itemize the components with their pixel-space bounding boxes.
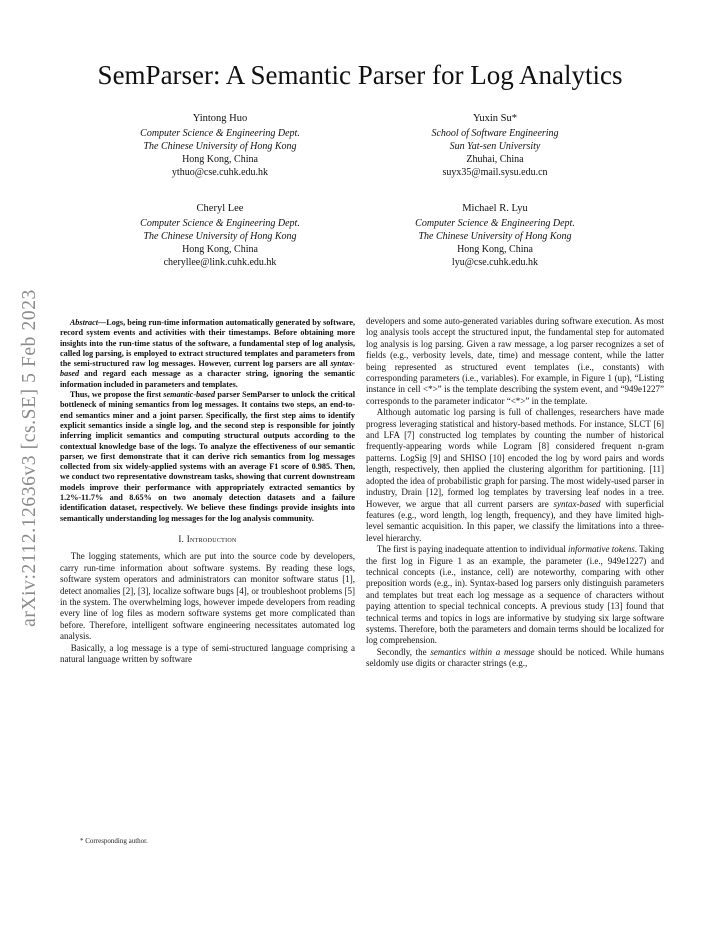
author-block <box>385 202 605 269</box>
author-department: School of Software Engineering <box>431 128 559 139</box>
body-paragraph <box>366 407 664 544</box>
body-text: with superficial features (e.g., word length, log length, frequency), and they have limited high-level semantic acquisition. In this paper, we classify the limitations into a three-level hierarchy. <box>366 498 664 543</box>
author-institution: The Chinese University of Hong Kong <box>143 141 297 152</box>
body-emphasis: syntax-based <box>553 498 601 509</box>
abstract-emphasis: syntax-based <box>60 359 355 379</box>
body-paragraph: The logging statements, which are put into the source code by developers, carry run-time information about software systems. By reading these logs, software system operators and administrators can monitor software status [1], detect anomalies [2], [3], localize software bugs [4], or troubleshoot problems [5] in the system. The overwhelming logs, however impede developers from reading every line of log files as modern software systems get more complicated than before. Therefore, intelligent software engineering necessitates automated log analysis. <box>60 551 355 642</box>
author-location: Hong Kong, China <box>457 244 533 255</box>
author-location: Zhuhai, China <box>466 154 524 165</box>
author-department: Computer Science & Engineering Dept. <box>140 128 300 139</box>
author-location: Hong Kong, China <box>182 244 258 255</box>
abstract-emphasis: semantic-based <box>163 390 216 400</box>
section-heading <box>60 534 355 545</box>
arxiv-identifier[interactable]: arXiv:2112.12636v3 [cs.SE] 5 Feb 2023 <box>19 289 40 627</box>
body-paragraph: Basically, a log message is a type of semi-structured language comprising a natural language written by software <box>60 642 355 664</box>
author-block <box>385 112 605 179</box>
abstract-text: and regard each message as a character string, ignoring the semantic information included in parameters and templates. <box>60 369 355 389</box>
author-institution: The Chinese University of Hong Kong <box>143 231 297 242</box>
left-column <box>60 318 355 665</box>
author-email[interactable]: lyu@cse.cuhk.edu.hk <box>451 257 539 268</box>
author-department: Computer Science & Engineering Dept. <box>140 218 300 229</box>
author-name: Yintong Huo <box>192 113 248 124</box>
body-text: . Taking the first log in Figure 1 as an example, the parameter (i.e., 949e1227) and technical concepts (i.e., instance, cell) are noteworthy, comparing with other preposition words (e.g., in). Syntax-based log parsers only distinguish parameters and templates but treat each log message as a sequence of characters without paying attention to special technical concepts. A previous study [13] found that technical terms and topics in logs are informative by studying six large software systems. Therefore, both the parameters and domain terms should be localized for log comprehension. <box>366 544 664 646</box>
author-name: Cheryl Lee <box>196 203 244 214</box>
author-email[interactable]: suyx35@mail.sysu.edu.cn <box>442 167 548 178</box>
author-name: Michael R. Lyu <box>462 203 528 214</box>
paper-title: SemParser: A Semantic Parser for Log Analytics <box>97 60 623 90</box>
abstract-paragraph <box>60 390 355 524</box>
body-text: Secondly, the <box>376 646 431 657</box>
body-emphasis: semantics within a message <box>430 646 535 657</box>
abstract-paragraph <box>60 318 355 390</box>
body-paragraph <box>366 544 664 647</box>
section-title: Introduction <box>186 533 237 544</box>
body-paragraph: developers and some auto-generated variables during software execution. As most log analysis tools accept the structured input, the fundamental step for automated log analysis is log parsing. Given a raw message, a log parser recognizes a set of fields (e.g., verbosity levels, date, time) and message content, while the latter being represented as structured event templates (i.e., constants) with corresponding parameters (i.e., variables). For example, in Figure 1 (up), “Listing instance in cell <*>” is the template describing the system event, and “949e1227” corresponds to the parameter indicator “<*>” in the template. <box>366 316 664 406</box>
author-name: Yuxin Su* <box>472 113 518 124</box>
body-paragraph <box>366 647 664 670</box>
abstract-label: Abstract <box>69 318 99 327</box>
abstract-text: —Logs, being run-time information automatically generated by software, record system events and activities with their timestamps. Before obtaining more insights into the run-time status of the software, a fundamental step of log analysis, called log parsing, is employed to extract structured templates and parameters from the semi-structured raw log messages. However, current log parsers are all <box>60 318 355 369</box>
section-number: I. <box>178 533 185 544</box>
abstract-text: parser SemParser to unlock the critical bottleneck of mining semantics from log messages. It contains two steps, an end-to-end semantics miner and a joint parser. Specifically, the first step aims to identify explicit semantics inside a single log, and the second step is responsible for jointly inferring implicit semantics and computing structural outputs according to the contextual knowledge base of the logs. To analyze the effectiveness of our semantic parser, we first demonstrate that it can derive rich semantics from log messages collected from six widely-applied systems with an average F1 score of 0.985. Then, we conduct two representative downstream tasks, showing that current downstream models improve their performance with appropriately extracted semantics by 1.2%-11.7% and 8.65% on two anomaly detection datasets and a failure identification dataset, respectively. We believe these findings provide insights into semantically understanding log messages for the log analysis community. <box>60 390 355 523</box>
author-email[interactable]: cheryllee@link.cuhk.edu.hk <box>163 257 277 268</box>
author-institution: Sun Yat-sen University <box>449 141 541 152</box>
body-emphasis: informative tokens <box>567 544 635 555</box>
author-institution: The Chinese University of Hong Kong <box>418 231 572 242</box>
body-text: should be noticed. While humans seldomly use digits or character strings (e.g., <box>366 646 665 669</box>
author-email[interactable]: ythuo@cse.cuhk.edu.hk <box>171 167 269 178</box>
abstract <box>60 318 355 524</box>
body-text: The first is paying inadequate attention to individual <box>376 544 568 555</box>
author-block <box>110 202 330 269</box>
body-text: Although automatic log parsing is full of challenges, researchers have made progress leveraging statistical and history-based methods. For instance, SLCT [6] and LFA [7] constructed log templates by counting the number of historical frequently-appearing words while Logram [8] considered frequent n-gram patterns. LogSig [9] and SHISO [10] encoded the log by word pairs and words length, respectively, then applied the clustering algorithm for partitioning. [11] adopted the idea of probabilistic graph for parsing. The most widely-used parser in industry, Drain [12], formed log templates by traversing leaf nodes in a tree. However, we argue that all current parsers are <box>366 407 665 509</box>
author-department: Computer Science & Engineering Dept. <box>415 218 575 229</box>
footnote: * Corresponding author. <box>80 837 148 845</box>
abstract-text: Thus, we propose the first <box>69 390 164 400</box>
right-column <box>366 316 664 670</box>
author-location: Hong Kong, China <box>182 154 258 165</box>
author-block <box>110 112 330 179</box>
